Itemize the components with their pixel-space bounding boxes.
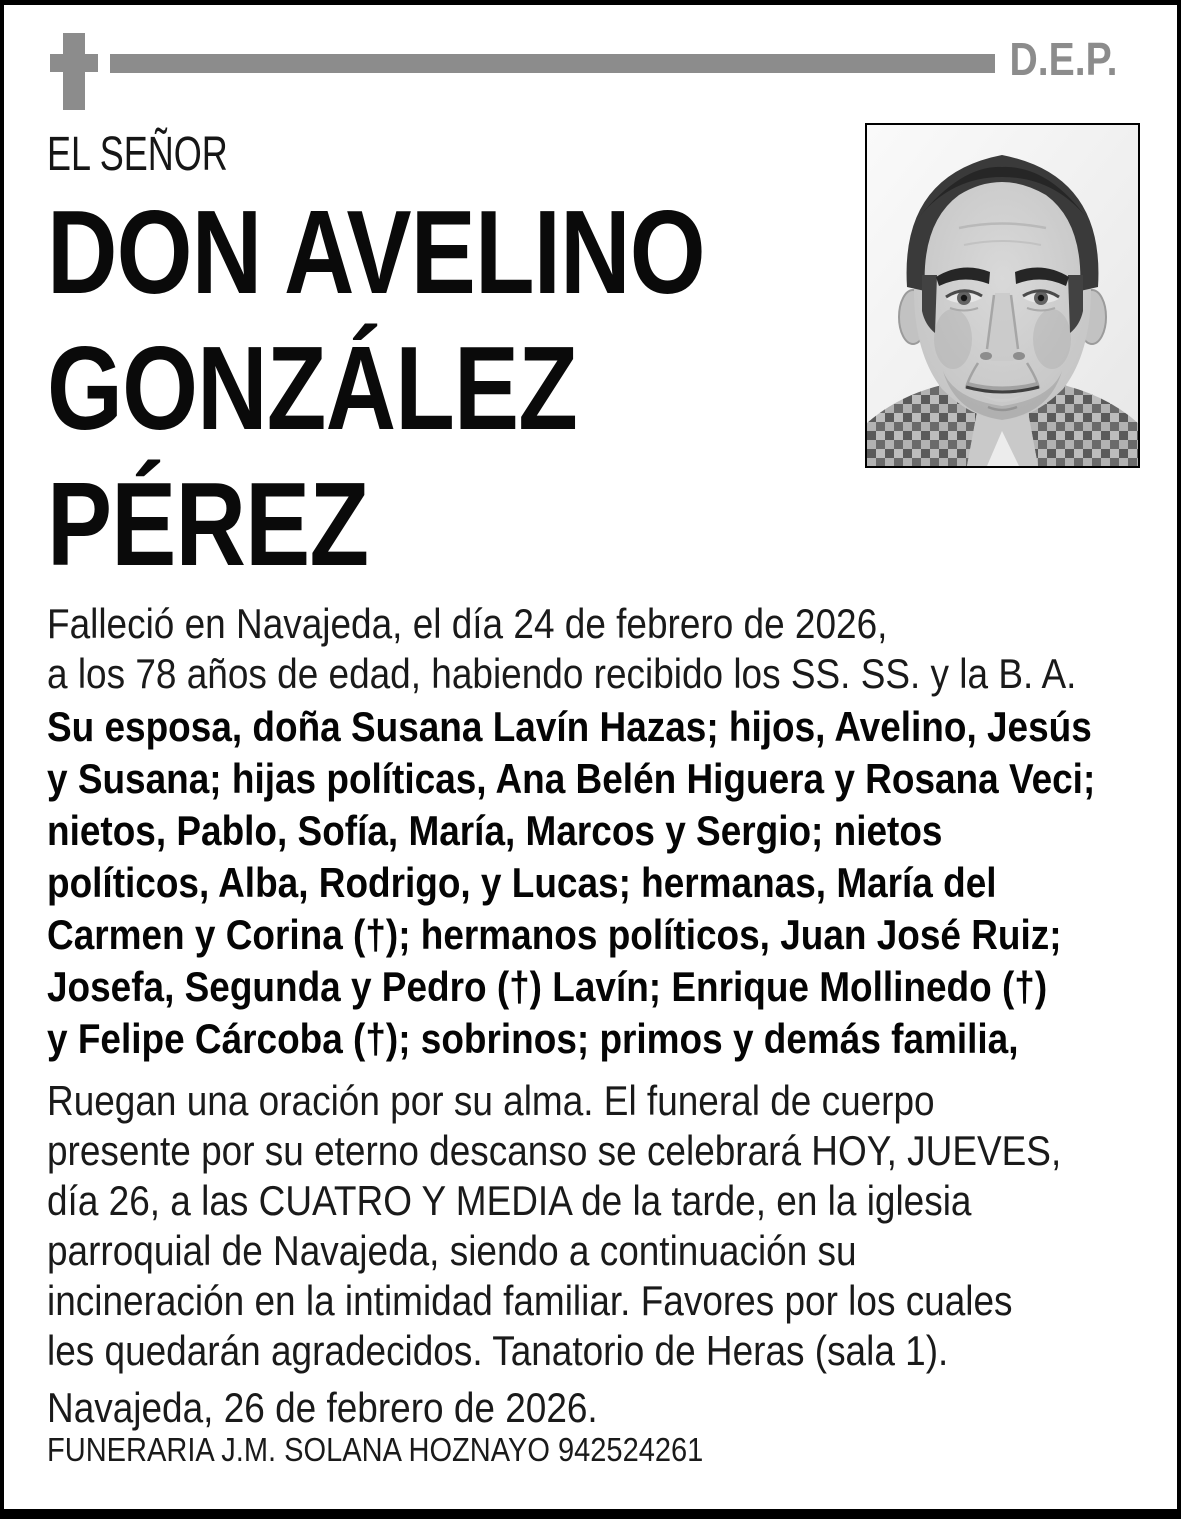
text-line: les quedarán agradecidos. Tanatorio de Heras (sala 1). [47, 1327, 949, 1374]
portrait-photo [865, 123, 1140, 468]
text-line: Carmen y Corina (†); hermanos políticos, Juan José Ruiz; [47, 911, 1062, 958]
text-line: políticos, Alba, Rodrigo, y Lucas; hermanas, María del [47, 859, 997, 906]
death-notice [47, 599, 1076, 699]
text-line: y Susana; hijas políticas, Ana Belén Higuera y Rosana Veci; [47, 755, 1096, 802]
text-line: Josefa, Segunda y Pedro (†) Lavín; Enrique Mollinedo (†) [47, 963, 1048, 1010]
text-line: Su esposa, doña Susana Lavín Hazas; hijos, Avelino, Jesús [47, 703, 1092, 750]
text-line: parroquial de Navajeda, siendo a continuación su [47, 1227, 857, 1274]
text-line: incineración en la intimidad familiar. Favores por los cuales [47, 1277, 1013, 1324]
header-rule [110, 54, 995, 73]
text-line: nietos, Pablo, Sofía, María, Marcos y Sergio; nietos [47, 807, 943, 854]
funeral-details [47, 1076, 1061, 1376]
salutation: EL SEÑOR [47, 128, 228, 181]
text-line: DON AVELINO [47, 186, 705, 319]
deceased-name [47, 185, 705, 593]
text-line: día 26, a las CUATRO Y MEDIA de la tarde, en la iglesia [47, 1177, 972, 1224]
text-line: a los 78 años de edad, habiendo recibido los SS. SS. y la B. A. [47, 650, 1077, 697]
text-line: Ruegan una oración por su alma. El funeral de cuerpo [47, 1077, 935, 1124]
cross-icon [50, 33, 98, 111]
text-line: GONZÁLEZ [47, 322, 578, 455]
portrait-illustration [867, 125, 1138, 466]
place-date-line: Navajeda, 26 de febrero de 2026. [47, 1384, 598, 1431]
family-list [47, 701, 1095, 1065]
text-line: presente por su eterno descanso se celebrará HOY, JUEVES, [47, 1127, 1062, 1174]
text-line: y Felipe Cárcoba (†); sobrinos; primos y demás familia, [47, 1015, 1019, 1062]
text-line: PÉREZ [47, 458, 369, 591]
dep-label: D.E.P. [1009, 33, 1118, 85]
funeral-home-line: FUNERARIA J.M. SOLANA HOZNAYO 942524261 [47, 1431, 704, 1468]
text-line: Falleció en Navajeda, el día 24 de febrero de 2026, [47, 600, 888, 647]
